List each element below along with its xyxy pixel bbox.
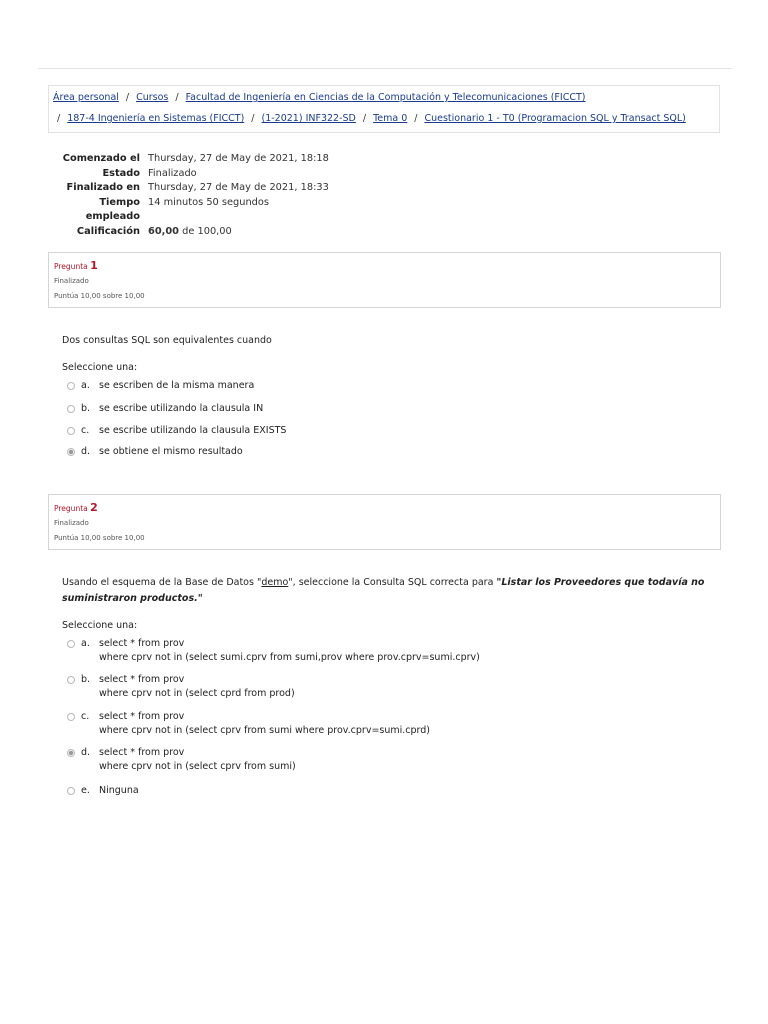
summary-label: Calificación <box>76 225 140 237</box>
breadcrumb-separator: / <box>125 92 130 103</box>
breadcrumb-separator: / <box>414 113 418 124</box>
breadcrumb-row-2 <box>57 113 686 124</box>
summary-label: Finalizado en <box>66 182 140 193</box>
option-text: se escribe utilizando la clausula IN <box>99 403 264 414</box>
answer-option-selected[interactable] <box>67 445 243 459</box>
summary-row-finished <box>50 181 329 196</box>
radio-button-checked[interactable] <box>67 448 75 456</box>
summary-value: Thursday, 27 de May de 2021, 18:18 <box>148 153 329 164</box>
answer-prompt: Seleccione una: <box>62 362 138 373</box>
radio-button[interactable] <box>67 405 75 413</box>
question-info-box <box>48 252 721 308</box>
option-letter: c. <box>81 425 90 436</box>
demo-schema-link[interactable]: demo <box>261 577 289 588</box>
question-heading <box>54 259 98 272</box>
question-text-emphasis: "Listar los Proveedores que todavía no suministraron productos." <box>62 577 705 604</box>
answer-option[interactable] <box>67 402 263 416</box>
question-text <box>62 575 712 607</box>
summary-label: Comenzado el <box>62 153 140 164</box>
radio-button[interactable] <box>67 382 75 390</box>
summary-row-state <box>50 167 329 182</box>
answer-option[interactable] <box>67 379 254 393</box>
summary-value: Finalizado <box>148 167 197 179</box>
question-text-middle: ", seleccione la Consulta SQL correcta para <box>288 577 497 588</box>
option-text: select * from prov where cprv not in (select sumi.cprv from sumi,prov where prov.cprv=sumi.cprv) <box>99 638 480 663</box>
question-heading <box>54 501 98 514</box>
breadcrumb-row-1 <box>53 92 585 103</box>
option-text: select * from prov where cprv not in (select cprv from sumi) <box>99 747 296 772</box>
breadcrumb <box>48 85 720 133</box>
summary-row-time <box>50 196 329 225</box>
option-letter: c. <box>81 711 90 722</box>
option-text: se obtiene el mismo resultado <box>99 446 243 457</box>
radio-button[interactable] <box>67 787 75 795</box>
option-letter: a. <box>81 380 90 391</box>
question-label: Pregunta <box>54 262 88 271</box>
summary-value: Thursday, 27 de May de 2021, 18:33 <box>148 182 329 193</box>
grade-value: 60,00 <box>148 225 179 237</box>
breadcrumb-link-curso[interactable]: (1-2021) INF322-SD <box>261 113 356 124</box>
option-text: Ninguna <box>99 785 139 796</box>
breadcrumb-separator: / <box>251 113 255 124</box>
question-grade: Puntúa 10,00 sobre 10,00 <box>54 292 145 300</box>
question-state: Finalizado <box>54 277 89 285</box>
option-text: se escriben de la misma manera <box>99 380 255 391</box>
option-letter: a. <box>81 638 90 649</box>
summary-label: Tiempo empleado <box>85 196 140 222</box>
option-letter: b. <box>81 674 91 685</box>
radio-button-checked[interactable] <box>67 749 75 757</box>
summary-value: 14 minutos 50 segundos <box>148 196 269 208</box>
grade-suffix: de 100,00 <box>179 225 232 237</box>
question-number: 2 <box>90 501 98 514</box>
summary-row-started <box>50 152 329 167</box>
breadcrumb-link-tema[interactable]: Tema 0 <box>373 113 408 124</box>
option-text: select * from prov where cprv not in (select cprd from prod) <box>99 674 295 699</box>
summary-row-grade <box>50 225 329 240</box>
summary-value <box>148 225 232 240</box>
breadcrumb-link-facultad[interactable]: Facultad de Ingeniería en Ciencias de la Computación y Telecomunicaciones (FICCT) <box>185 92 586 103</box>
radio-button[interactable] <box>67 427 75 435</box>
question-grade: Puntúa 10,00 sobre 10,00 <box>54 534 145 542</box>
breadcrumb-separator: / <box>57 113 61 124</box>
question-state: Finalizado <box>54 519 89 527</box>
question-text-intro: Usando el esquema de la Base de Datos " <box>62 577 262 588</box>
option-letter: b. <box>81 403 91 414</box>
radio-button[interactable] <box>67 676 75 684</box>
radio-button[interactable] <box>67 640 75 648</box>
answer-option[interactable] <box>67 424 286 438</box>
option-text: select * from prov where cprv not in (select cprv from sumi where prov.cprv=sumi.cprd) <box>99 711 431 736</box>
answer-option[interactable] <box>67 710 430 738</box>
breadcrumb-link-cuestionario[interactable]: Cuestionario 1 - T0 (Programacion SQL y Transact SQL) <box>424 113 686 124</box>
question-number: 1 <box>90 259 98 272</box>
answer-option-selected[interactable] <box>67 746 296 774</box>
question-label: Pregunta <box>54 504 88 513</box>
breadcrumb-separator: / <box>175 92 179 103</box>
breadcrumb-link-area-personal[interactable]: Área personal <box>53 92 119 103</box>
radio-button[interactable] <box>67 713 75 721</box>
option-text: se escribe utilizando la clausula EXISTS <box>99 425 287 436</box>
breadcrumb-separator: / <box>362 113 367 124</box>
option-letter: e. <box>81 785 90 796</box>
question-info-box <box>48 494 721 550</box>
attempt-summary <box>50 152 329 239</box>
breadcrumb-link-cursos[interactable]: Cursos <box>136 92 169 103</box>
header-divider <box>38 68 732 69</box>
answer-option[interactable] <box>67 673 295 701</box>
answer-prompt: Seleccione una: <box>62 620 138 631</box>
summary-label: Estado <box>102 167 140 179</box>
question-text: Dos consultas SQL son equivalentes cuando <box>62 335 272 346</box>
breadcrumb-link-carrera[interactable]: 187-4 Ingeniería en Sistemas (FICCT) <box>67 113 245 124</box>
option-letter: d. <box>81 747 91 758</box>
option-letter: d. <box>81 446 91 457</box>
answer-option[interactable] <box>67 637 480 665</box>
answer-option[interactable] <box>67 784 139 798</box>
